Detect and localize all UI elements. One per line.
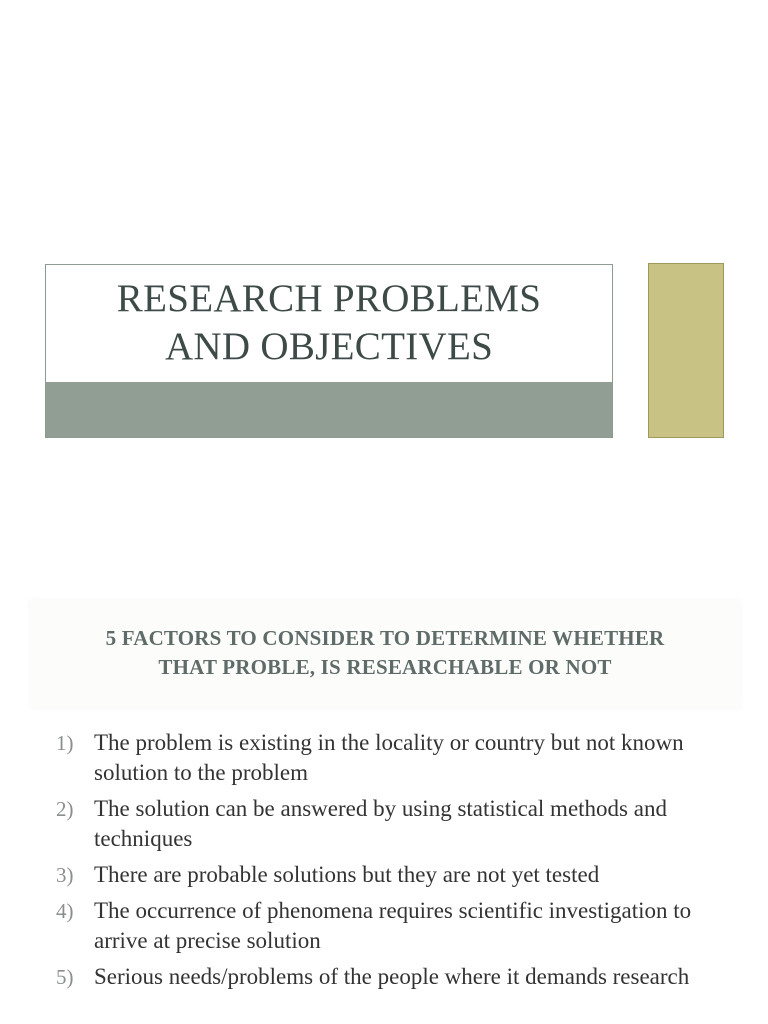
list-item <box>56 962 746 992</box>
list-item <box>56 860 746 890</box>
factors-heading-box <box>30 600 740 708</box>
list-item-text: Serious needs/problems of the people where it demands research <box>94 964 690 989</box>
factors-list <box>56 728 746 998</box>
list-item-text: There are probable solutions but they are not yet tested <box>94 862 600 887</box>
list-item <box>56 794 746 854</box>
title-slide-box <box>45 264 613 438</box>
list-item-text: The solution can be answered by using statistical methods and techniques <box>94 796 667 851</box>
list-item-text: The occurrence of phenomena requires scientific investigation to arrive at precise solution <box>94 898 692 953</box>
title-band <box>46 382 612 437</box>
list-item-text: The problem is existing in the locality or country but not known solution to the problem <box>94 730 684 785</box>
list-item <box>56 896 746 956</box>
slide-title-line-2: AND OBJECTIVES <box>164 325 494 368</box>
list-item-number: 2) <box>56 797 74 821</box>
accent-block <box>648 263 724 438</box>
list-item-number: 4) <box>56 899 74 923</box>
list-item-number: 5) <box>56 965 74 989</box>
factors-heading <box>30 624 740 682</box>
list-item <box>56 728 746 788</box>
factors-heading-line-1: 5 FACTORS TO CONSIDER TO DETERMINE WHETHER <box>105 626 665 650</box>
list-item-number: 3) <box>56 863 74 887</box>
slide-title <box>46 275 612 371</box>
factors-heading-line-2: THAT PROBLE, IS RESEARCHABLE OR NOT <box>158 655 612 679</box>
slide-title-line-1: RESEARCH PROBLEMS <box>116 277 542 320</box>
list-item-number: 1) <box>56 731 74 755</box>
